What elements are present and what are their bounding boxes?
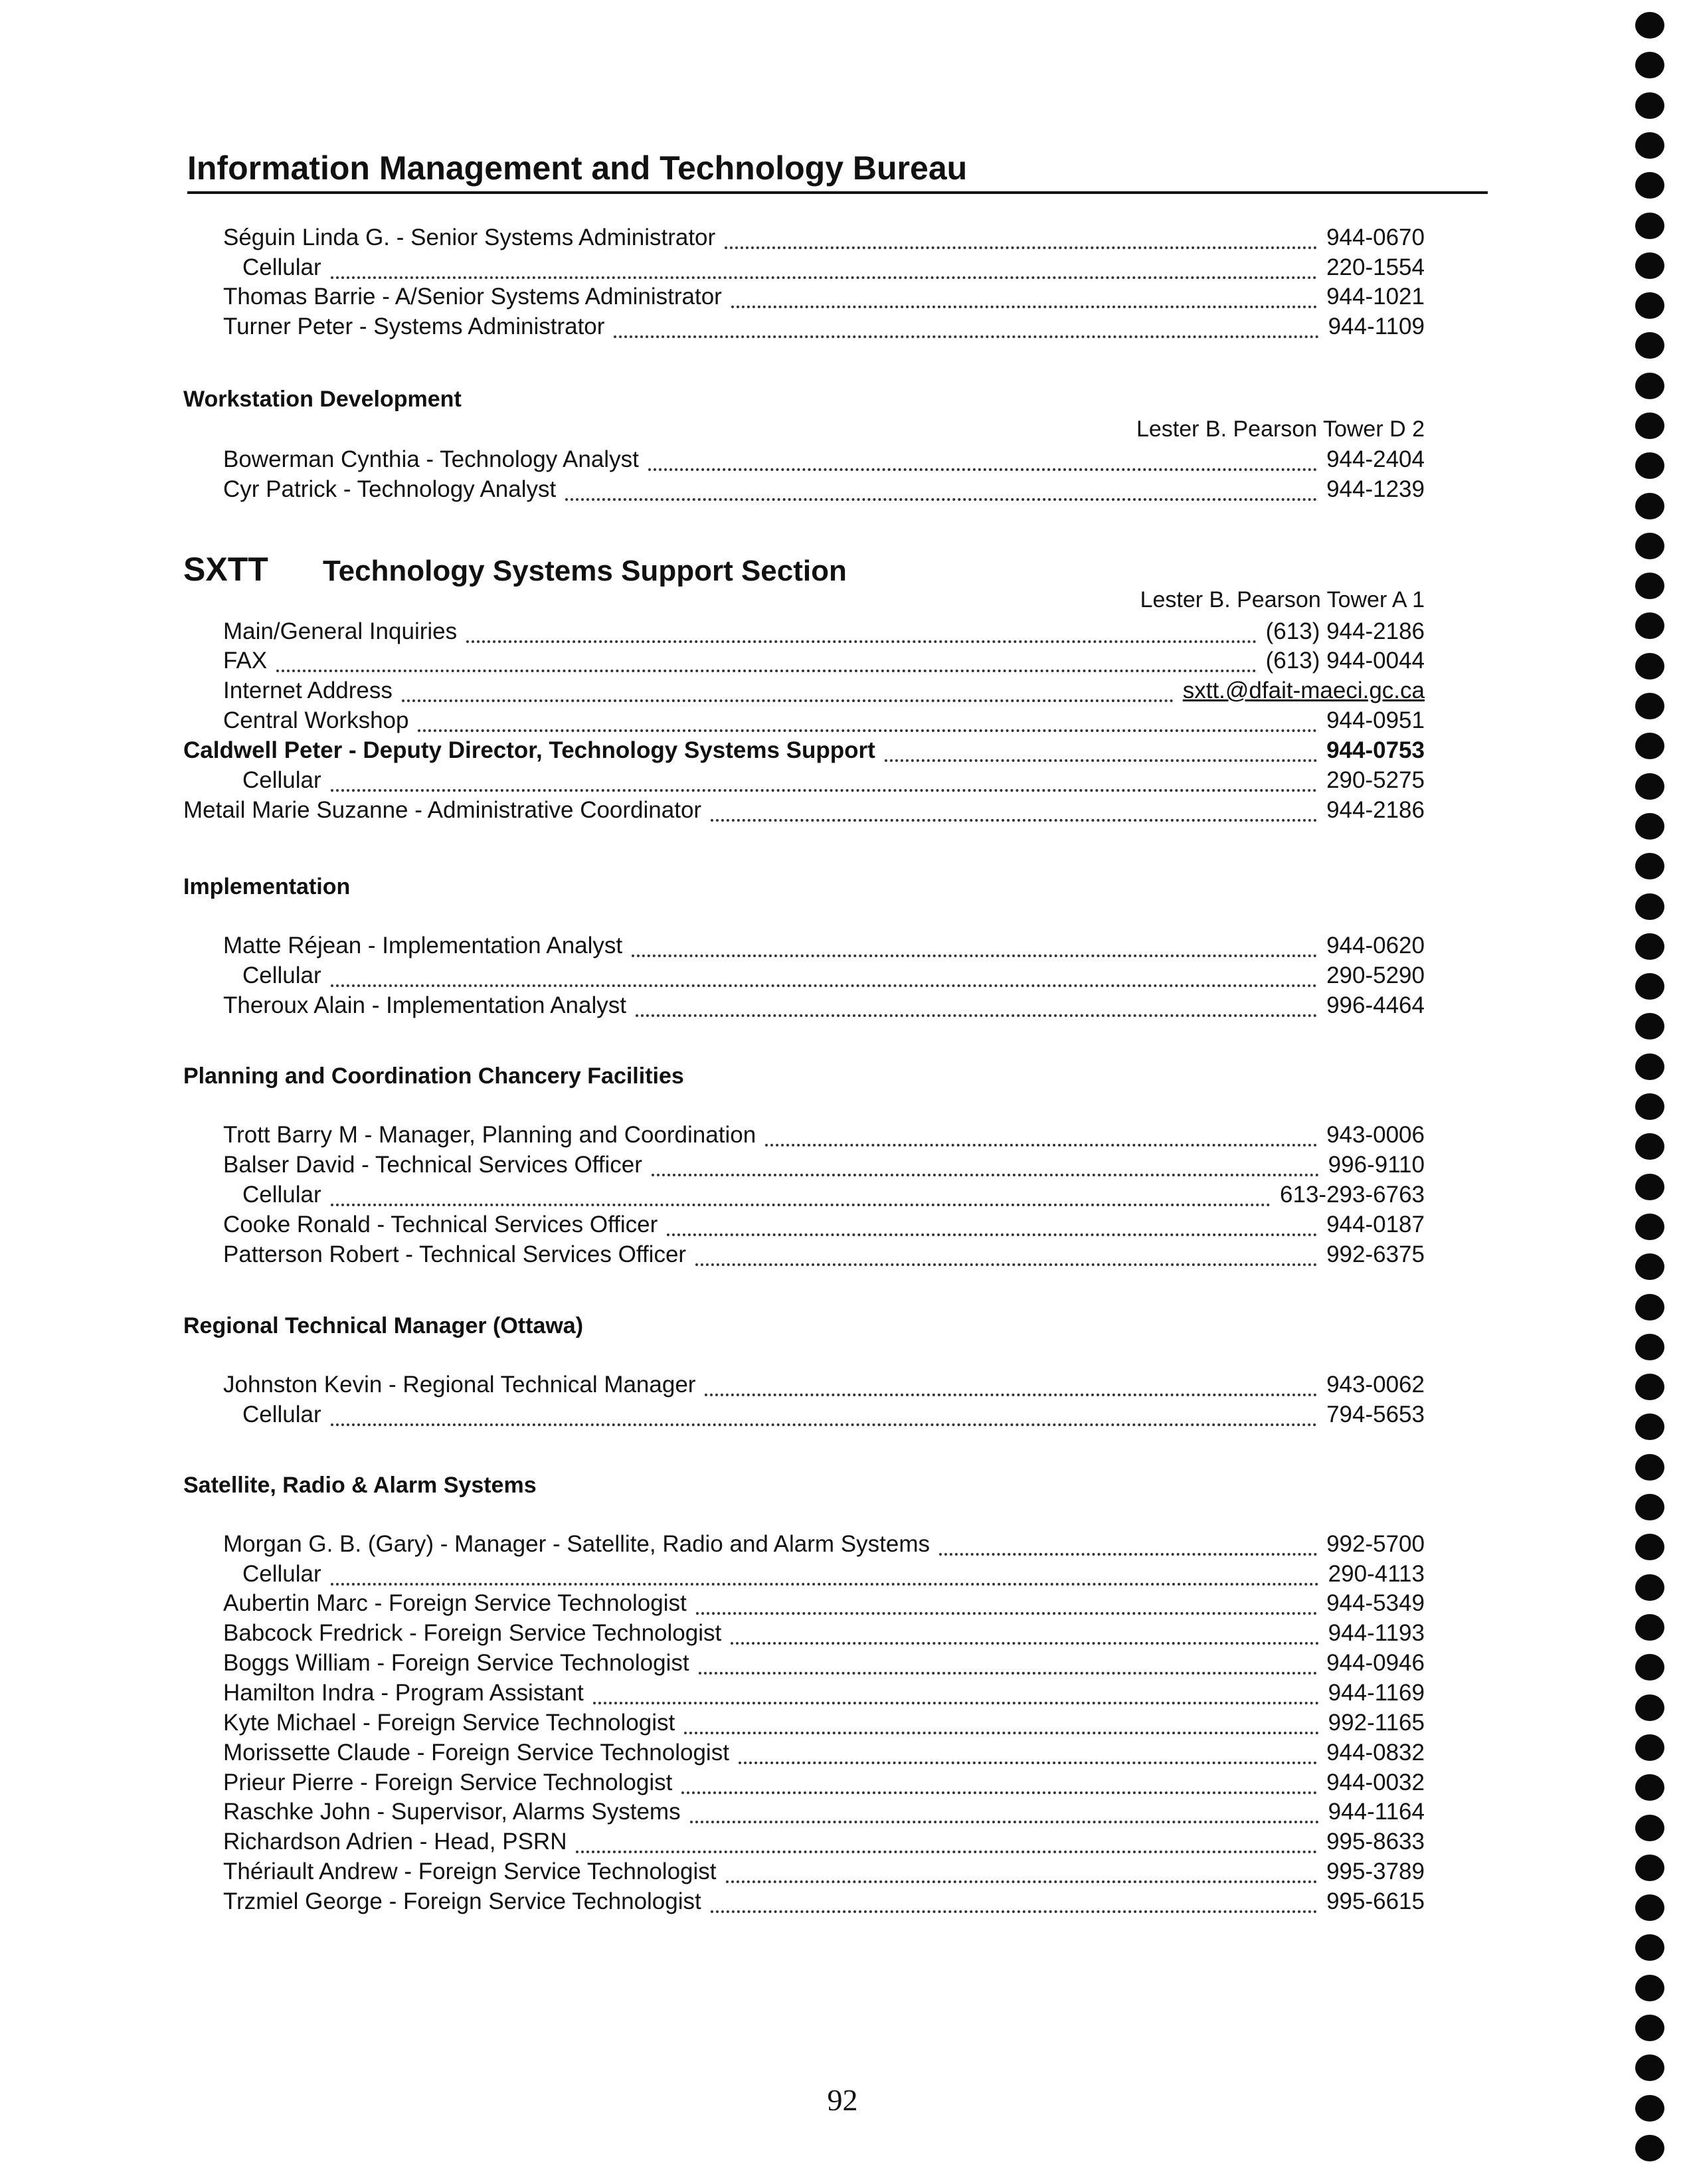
directory-entry: [223, 1710, 1425, 1739]
directory-entry: [242, 767, 1425, 796]
binding-hole: [1635, 1174, 1664, 1200]
phone-number: 992-5700: [1326, 1531, 1425, 1557]
phone-number: 944-1021: [1326, 284, 1425, 310]
directory-entry: [223, 1372, 1425, 1401]
entry-name: Boggs William - Foreign Service Technologist: [223, 1650, 689, 1676]
phone-number: 944-2186: [1326, 797, 1425, 823]
directory-entry: [223, 1680, 1425, 1709]
binding-hole: [1635, 533, 1664, 559]
binding-hole: [1635, 252, 1664, 279]
binding-hole: [1635, 1574, 1664, 1601]
phone-number: 944-5349: [1326, 1590, 1425, 1616]
entry-name: Séguin Linda G. - Senior Systems Administrator: [223, 225, 716, 250]
binding-hole: [1635, 653, 1664, 680]
directory-entry: [223, 1888, 1425, 1918]
phone-number: 943-0062: [1326, 1372, 1425, 1398]
binding-hole: [1635, 733, 1664, 759]
section-heading: [183, 550, 847, 589]
binding-hole: [1635, 1133, 1664, 1160]
dot-leader: [652, 1156, 1319, 1176]
binding-hole: [1635, 412, 1664, 439]
binding-hole: [1635, 693, 1664, 719]
binding-hole: [1635, 1374, 1664, 1400]
binding-hole: [1635, 1093, 1664, 1120]
binding-hole: [1635, 1815, 1664, 1841]
dot-leader: [632, 937, 1317, 957]
section-heading: [183, 874, 350, 900]
phone-number: 944-2404: [1326, 446, 1425, 472]
dot-leader: [667, 1216, 1317, 1236]
dot-leader: [939, 1536, 1317, 1556]
phone-number: 944-1239: [1326, 476, 1425, 502]
phone-number: 992-6375: [1326, 1241, 1425, 1267]
location-label: Lester B. Pearson Tower D 2: [1136, 416, 1425, 442]
phone-number: 944-0620: [1326, 933, 1425, 958]
binding-hole: [1635, 172, 1664, 199]
phone-number: (613) 944-2186: [1265, 618, 1425, 644]
location-label: Lester B. Pearson Tower A 1: [1140, 587, 1425, 612]
entry-name: FAX: [223, 648, 268, 674]
binding-hole: [1635, 1494, 1664, 1520]
binding-hole: [1635, 2015, 1664, 2041]
phone-number: 992-1165: [1328, 1710, 1425, 1736]
entry-name: Cellular: [242, 962, 321, 988]
entry-name: Metail Marie Suzanne - Administrative Coordinator: [183, 797, 702, 823]
phone-number: 944-0032: [1326, 1770, 1425, 1795]
directory-entry: [223, 1531, 1425, 1560]
dot-leader: [331, 259, 1317, 279]
phone-number: 995-8633: [1326, 1829, 1425, 1855]
dot-leader: [636, 997, 1317, 1017]
entry-name: Kyte Michael - Foreign Service Technologist: [223, 1710, 675, 1736]
directory-entry: [223, 476, 1425, 505]
dot-leader: [699, 1655, 1317, 1675]
entry-name: Raschke John - Supervisor, Alarms Systems: [223, 1799, 681, 1825]
dot-leader: [695, 1246, 1317, 1266]
entry-name: Morgan G. B. (Gary) - Manager - Satellite, Radio and Alarm Systems: [223, 1531, 930, 1557]
binding-hole: [1635, 1214, 1664, 1240]
dot-leader: [725, 229, 1317, 249]
phone-number: 290-5275: [1326, 767, 1425, 793]
directory-entry: [223, 1620, 1425, 1649]
bureau-title: Information Management and Technology Bureau: [187, 149, 968, 187]
phone-number: 996-9110: [1328, 1152, 1425, 1178]
entry-name: Babcock Fredrick - Foreign Service Technologist: [223, 1620, 722, 1646]
dot-leader: [402, 682, 1174, 702]
binding-hole: [1635, 1253, 1664, 1280]
section-title: Satellite, Radio & Alarm Systems: [183, 1473, 537, 1498]
dot-leader: [466, 623, 1257, 643]
dot-leader: [711, 1893, 1317, 1913]
binding-hole: [1635, 1975, 1664, 2001]
binding-hole: [1635, 332, 1664, 359]
binding-hole: [1635, 1013, 1664, 1040]
entry-name: Patterson Robert - Technical Services Officer: [223, 1241, 687, 1267]
binding-hole: [1635, 1534, 1664, 1560]
binding-hole: [1635, 92, 1664, 119]
binding-hole: [1635, 2095, 1664, 2122]
section-title: Workstation Development: [183, 387, 462, 412]
binding-hole: [1635, 493, 1664, 519]
page-number: 92: [827, 2083, 858, 2117]
directory-entry: [223, 1590, 1425, 1619]
binding-hole: [1635, 1774, 1664, 1801]
dot-leader: [418, 712, 1317, 732]
entry-name: Cellular: [242, 1182, 321, 1208]
entry-name: Prieur Pierre - Foreign Service Technologist: [223, 1770, 673, 1795]
phone-number: 943-0006: [1326, 1122, 1425, 1148]
directory-entry: [223, 1770, 1425, 1799]
binding-hole: [1635, 213, 1664, 239]
section-heading: [183, 1473, 537, 1499]
phone-number: 995-3789: [1326, 1859, 1425, 1884]
phone-number: 995-6615: [1326, 1888, 1425, 1914]
binding-hole: [1635, 1053, 1664, 1080]
dot-leader: [614, 318, 1318, 338]
directory-entry: [223, 1740, 1425, 1769]
dot-leader: [731, 1625, 1318, 1645]
binding-hole: [1635, 933, 1664, 960]
binding-hole: [1635, 1614, 1664, 1641]
binding-hole: [1635, 1694, 1664, 1721]
binding-hole: [1635, 1294, 1664, 1320]
directory-entry: [242, 1182, 1425, 1211]
binding-hole: [1635, 1855, 1664, 1881]
dot-leader: [765, 1127, 1317, 1146]
phone-number: 944-1193: [1328, 1620, 1425, 1646]
directory-entry: [223, 1152, 1425, 1181]
dot-leader: [726, 1863, 1318, 1883]
phone-number: 944-0753: [1326, 737, 1425, 763]
binding-hole: [1635, 373, 1664, 399]
entry-name: Cellular: [242, 254, 321, 280]
binding-hole: [1635, 1454, 1664, 1481]
binding-hole: [1635, 132, 1664, 159]
section-code: SXTT: [183, 551, 268, 588]
directory-entry: [183, 797, 1425, 826]
binding-hole: [1635, 1934, 1664, 1961]
entry-name: Main/General Inquiries: [223, 618, 458, 644]
entry-name: Hamilton Indra - Program Assistant: [223, 1680, 584, 1706]
phone-number: (613) 944-0044: [1265, 648, 1425, 674]
entry-name: Bowerman Cynthia - Technology Analyst: [223, 446, 639, 472]
dot-leader: [576, 1833, 1317, 1853]
dot-leader: [331, 1406, 1317, 1426]
dot-leader: [276, 652, 1257, 672]
dot-leader: [731, 288, 1317, 308]
dot-leader: [696, 1595, 1317, 1615]
directory-entry: [242, 254, 1425, 284]
dot-leader: [885, 742, 1317, 762]
section-title: Planning and Coordination Chancery Facilities: [183, 1063, 684, 1089]
page-header: [187, 145, 1488, 194]
entry-name: Trzmiel George - Foreign Service Technologist: [223, 1888, 701, 1914]
phone-number: 944-0187: [1326, 1212, 1425, 1237]
directory-entry: [223, 1241, 1425, 1271]
phone-number: 220-1554: [1326, 254, 1425, 280]
binding-hole: [1635, 573, 1664, 599]
binding-hole: [1635, 2135, 1664, 2161]
phone-number: 996-4464: [1326, 992, 1425, 1018]
dot-leader: [565, 481, 1317, 501]
directory-entry: [242, 962, 1425, 992]
phone-number: 944-1169: [1328, 1680, 1425, 1706]
dot-leader: [739, 1744, 1317, 1764]
entry-name: Balser David - Technical Services Officer: [223, 1152, 642, 1178]
entry-name: Theroux Alain - Implementation Analyst: [223, 992, 626, 1018]
directory-entry: [242, 1402, 1425, 1431]
entry-name: Cyr Patrick - Technology Analyst: [223, 476, 557, 502]
entry-name: Trott Barry M - Manager, Planning and Coordination: [223, 1122, 756, 1148]
directory-entry: [223, 1829, 1425, 1858]
directory-entry: [242, 1561, 1425, 1590]
entry-name: Matte Réjean - Implementation Analyst: [223, 933, 623, 958]
spiral-binding: [1635, 0, 1667, 2184]
phone-number: 944-1164: [1328, 1799, 1425, 1825]
binding-hole: [1635, 1334, 1664, 1360]
binding-hole: [1635, 612, 1664, 639]
entry-name: Aubertin Marc - Foreign Service Technologist: [223, 1590, 687, 1616]
directory-entry: [223, 225, 1425, 254]
directory-entry: [223, 1122, 1425, 1151]
directory-entry: [223, 284, 1425, 313]
section-title: Regional Technical Manager (Ottawa): [183, 1313, 584, 1338]
entry-name: Johnston Kevin - Regional Technical Manager: [223, 1372, 696, 1398]
entry-name: Caldwell Peter - Deputy Director, Technology Systems Support: [183, 737, 875, 763]
entry-name: Thomas Barrie - A/Senior Systems Administrator: [223, 284, 722, 310]
directory-entry: [223, 707, 1425, 737]
directory-entry: [223, 1212, 1425, 1241]
binding-hole: [1635, 452, 1664, 479]
directory-entry: [223, 1859, 1425, 1888]
binding-hole: [1635, 853, 1664, 879]
binding-hole: [1635, 893, 1664, 920]
entry-name: Thériault Andrew - Foreign Service Technologist: [223, 1859, 717, 1884]
binding-hole: [1635, 773, 1664, 800]
email-link[interactable]: sxtt.@dfait-maeci.gc.ca: [1182, 678, 1425, 703]
section-heading: [183, 1063, 684, 1089]
entry-name: Morissette Claude - Foreign Service Technologist: [223, 1740, 729, 1766]
phone-number: 613-293-6763: [1280, 1182, 1425, 1208]
binding-hole: [1635, 2054, 1664, 2081]
dot-leader: [684, 1714, 1318, 1734]
entry-name: Richardson Adrien - Head, PSRN: [223, 1829, 567, 1855]
phone-number: 290-5290: [1326, 962, 1425, 988]
binding-hole: [1635, 973, 1664, 1000]
directory-entry: [223, 678, 1425, 707]
entry-name: Cellular: [242, 1402, 321, 1427]
dot-leader: [331, 1566, 1319, 1586]
directory-entry: [223, 314, 1425, 343]
dot-leader: [331, 967, 1317, 987]
phone-number: 944-0670: [1326, 225, 1425, 250]
directory-entry: [223, 446, 1425, 476]
entry-name: Cellular: [242, 1561, 321, 1587]
section-title: Implementation: [183, 874, 351, 899]
section-title: Technology Systems Support Section: [323, 555, 847, 587]
phone-number: 944-0946: [1326, 1650, 1425, 1676]
dot-leader: [648, 451, 1317, 471]
directory-entry: [223, 618, 1425, 648]
directory-entry: [223, 1650, 1425, 1679]
directory-entry: [223, 1799, 1425, 1828]
directory-entry: [223, 992, 1425, 1022]
section-heading: [183, 1313, 583, 1339]
binding-hole: [1635, 813, 1664, 840]
dot-leader: [331, 772, 1317, 792]
entry-name: Cooke Ronald - Technical Services Officer: [223, 1212, 658, 1237]
entry-name: Cellular: [242, 767, 321, 793]
binding-hole: [1635, 1413, 1664, 1440]
entry-name: Turner Peter - Systems Administrator: [223, 314, 605, 339]
entry-name: Central Workshop: [223, 707, 409, 733]
dot-leader: [705, 1376, 1317, 1396]
binding-hole: [1635, 1734, 1664, 1761]
dot-leader: [331, 1186, 1271, 1206]
binding-hole: [1635, 1654, 1664, 1681]
phone-number: 944-0832: [1326, 1740, 1425, 1766]
dot-leader: [681, 1774, 1317, 1794]
directory-entry: [223, 648, 1425, 677]
dot-leader: [690, 1803, 1319, 1823]
binding-hole: [1635, 1894, 1664, 1921]
directory-entry: [223, 933, 1425, 962]
dot-leader: [711, 802, 1317, 822]
section-heading: [183, 387, 462, 412]
phone-number: 944-1109: [1328, 314, 1425, 339]
entry-name: Internet Address: [223, 678, 393, 703]
phone-number: 290-4113: [1328, 1561, 1425, 1587]
binding-hole: [1635, 52, 1664, 78]
dot-leader: [593, 1684, 1319, 1704]
binding-hole: [1635, 12, 1664, 39]
directory-entry: [183, 737, 1425, 767]
phone-number: 794-5653: [1326, 1402, 1425, 1427]
binding-hole: [1635, 292, 1664, 319]
phone-number: 944-0951: [1326, 707, 1425, 733]
